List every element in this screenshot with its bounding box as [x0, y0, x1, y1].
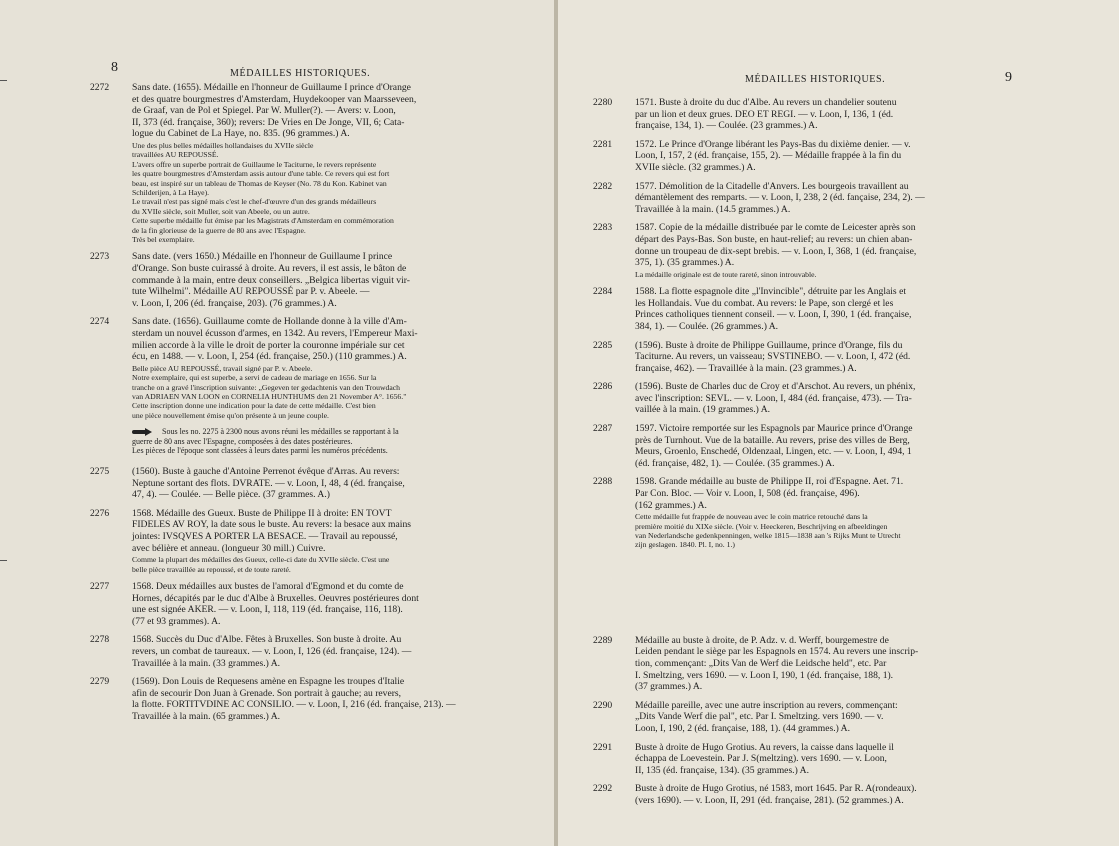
entry-number: 2274	[90, 316, 110, 328]
entry-line: v. Loon, I, 206 (éd. française, 203). (76 grammes.) A.	[132, 297, 337, 309]
entry-line: donne un troupeau de dix-sept brebis. — v. Loon, I, 368, 1 (éd. française,	[635, 245, 917, 257]
footnote-line: guerre de 80 ans avec l'Espagne, composées à des dates postérieures.	[132, 436, 353, 446]
catalogue-entry	[90, 508, 545, 574]
entry-line: sterdam un nouvel écusson d'armes, en 1342. Au revers, l'Empereur Maxi-	[132, 328, 418, 339]
entries-list	[593, 97, 1053, 814]
note-line: beau, est inspiré sur un tableau de Thomas de Keyser (No. 78 du Kon. Kabinet van	[132, 178, 387, 188]
entry-note	[132, 364, 545, 420]
catalogue-entry	[593, 476, 1053, 549]
note-line: tranche on a gravé l'inscription suivante: „Gegeven ter gedachtenis van den Trouwdach	[132, 382, 401, 392]
note-line: Très bel exemplaire.	[132, 235, 195, 245]
entry-line: Travaillée à la main. (65 grammes.) A.	[132, 710, 281, 722]
entry-line: et des quatre bourgmestres d'Amsterdam, Huydekooper van Maarsseveen,	[132, 93, 417, 105]
margin-tick	[0, 80, 7, 81]
catalogue-entry	[593, 139, 1053, 174]
entry-line: par un lion et deux grues. DEO ET REGI. — v. Loon, I, 136, 1 (éd.	[635, 108, 894, 120]
entry-line: Loon, I, 190, 2 (éd. française, 188, 1). (44 grammes.) A.	[635, 723, 851, 734]
catalogue-entry	[593, 783, 1053, 806]
note-line: Schilderijen, à La Haye).	[132, 188, 210, 197]
entry-number: 2289	[593, 634, 613, 646]
catalogue-entry	[593, 635, 1053, 693]
entry-line: FIDELES AV ROY, la date sous le buste. Au revers: la besace aux mains	[132, 519, 411, 531]
entry-line: Hornes, décapités par le duc d'Albe à Bruxelles. Oeuvres postérieures dont	[132, 592, 419, 604]
entry-line: 47, 4). — Coulée. — Belle pièce. (37 grammes. A.)	[132, 489, 330, 501]
note-line: belle pièce travaillée au repoussé, et de toute rareté.	[132, 564, 291, 574]
entry-number: 2280	[593, 97, 613, 108]
footnote-line: Sous les no. 2275 à 2300 nous avons réuni les médailles se rapportant à la	[132, 427, 545, 437]
entry-line: (37 grammes.) A.	[635, 681, 703, 693]
note-line: du XVIIe siècle, soit Muller, soit van Abeele, ou un autre.	[132, 206, 310, 216]
entry-line: Meurs, Groenlo, Enschedé, Oldenzaal, Lingen, etc. — v. Loon, I, 494, 1	[635, 446, 912, 458]
entry-line: vaillée à la main. (19 grammes.) A.	[635, 404, 771, 416]
entry-line: Médaille pareille, avec une autre inscription au revers, commençant:	[635, 699, 898, 711]
entry-line: Loon, I, 157, 2 (éd. française, 155, 2). — Médaille frappée à la fin du	[635, 150, 902, 162]
entry-line: 1577. Démolition de la Citadelle d'Anvers. Les bourgeois travaillent au	[635, 180, 909, 192]
entry-line: Neptune sortant des flots. DVRATE. — v. Loon, I, 48, 4 (éd. française,	[132, 477, 405, 489]
entry-note	[132, 555, 545, 574]
page-number: 9	[1005, 70, 1012, 85]
running-header: MÉDAILLES HISTORIQUES.	[745, 74, 886, 85]
catalogue-entry	[593, 381, 1053, 416]
entries-list	[90, 82, 545, 730]
entry-line: française, 462). — Travaillée à la main. (23 grammes.) A.	[635, 362, 857, 374]
catalogue-entry	[593, 222, 1053, 279]
entry-line: (1569). Don Louis de Requesens amène en Espagne les troupes d'Italie	[132, 676, 405, 688]
entry-number: 2272	[90, 82, 110, 93]
entry-line: les Hollandais. Vue du combat. Au revers: le Pape, son clergé et les	[635, 297, 894, 309]
entry-line: commande à la main, entre deux conseillers. „Belgica libertas viguit vir-	[132, 274, 410, 286]
entry-number: 2281	[593, 138, 613, 150]
note-line: première moitié du XIXe siècle. (Voir v. Heeckeren, Beschrijving en afbeeldingen	[635, 521, 888, 531]
note-line: La médaille originale est de toute rareté, sinon introuvable.	[635, 269, 817, 279]
entry-line: écu, en 1488. — v. Loon, I, 254 (éd. française, 250.) (110 grammes.) A.	[132, 351, 407, 363]
entry-line: Sans date. (1655). Médaille en l'honneur de Guillaume I prince d'Orange	[132, 82, 411, 93]
entry-line: 1568. Médaille des Gueux. Buste de Philippe II à droite: EN TOVT	[132, 507, 392, 519]
entry-line: 1588. La flotte espagnole dite „l'Invincible", détruite par les Anglais et	[635, 286, 906, 298]
catalogue-entry	[90, 634, 545, 669]
entry-line: la flotte. FORTITVDINE AC CONSILIO. — v. Loon, I, 216 (éd. française, 213). —	[132, 699, 456, 711]
entry-line: d'Orange. Son buste cuirassé à droite. Au revers, il est assis, le bâton de	[132, 263, 407, 275]
entry-number: 2284	[593, 286, 613, 298]
entry-line: afin de secourir Don Juan à Grenade. Son portrait à gauche; au revers,	[132, 687, 402, 699]
note-line: Comme la plupart des médailles des Gueux, celle-ci date du XVIIe siècle. C'est une	[132, 555, 390, 565]
note-line: une pièce nouvellement émise qu'on présente à un jeune couple.	[132, 410, 329, 420]
entry-line: Sans date. (vers 1650.) Médaille en l'honneur de Guillaume I prince	[132, 251, 393, 263]
entry-line: jointes: IVSQVES A PORTER LA BESACE. — Travail au repoussé,	[132, 530, 398, 542]
entry-number: 2285	[593, 339, 613, 351]
note-line: van Nederlandsche gedenkpenningen, welke 1815—1838 aan 's Rijks Munt te Utrecht	[635, 531, 901, 541]
catalogue-entry	[593, 742, 1053, 777]
entry-line: 1597. Victoire remportée sur les Espagnols par Maurice prince d'Orange	[635, 423, 913, 435]
entry-note	[132, 141, 545, 244]
entry-note	[635, 270, 1053, 279]
entry-line: Buste à droite de Hugo Grotius, né 1583, mort 1645. Par R. A(rondeaux).	[635, 783, 917, 795]
entry-line: (1560). Buste à gauche d'Antoine Perrenot évêque d'Arras. Au revers:	[132, 466, 400, 477]
left-page	[0, 0, 554, 846]
entry-number: 2291	[593, 741, 613, 753]
note-line: Une des plus belles médailles hollandaises du XVIIe siècle	[132, 140, 314, 150]
entry-number: 2286	[593, 381, 613, 393]
entry-line: logue du Cabinet de La Haye, no. 835. (96 grammes.) A.	[132, 128, 350, 140]
entry-line: démantèlement des remparts. — v. Loon, I, 238, 2 (éd. fançaise, 234, 2). —	[635, 192, 925, 204]
entry-number: 2290	[593, 699, 613, 711]
note-line: zijn geslagen. 1840. Pl. I, no. 1.)	[635, 540, 735, 550]
entry-number: 2275	[90, 466, 110, 477]
note-line: L'avers offre un superbe portrait de Guillaume le Taciturne, le revers représente	[132, 159, 377, 169]
entry-line: près de Turnhout. Vue de la bataille. Au revers, prise des villes de Berg,	[635, 434, 910, 446]
entry-line: 1587. Copie de la médaille distribuée par le comte de Leicester après son	[635, 222, 916, 234]
entry-number: 2276	[90, 507, 110, 519]
catalogue-entry	[593, 286, 1053, 332]
entry-line: 1568. Succès du Duc d'Albe. Fêtes à Bruxelles. Son buste à droite. Au	[132, 634, 402, 646]
entry-line: avec bélière et anneau. (longueur 30 mill.) Cuivre.	[132, 542, 326, 554]
catalogue-entry	[90, 251, 545, 309]
catalogue-entry	[90, 316, 545, 420]
entry-line: II, 135 (éd. française, 134). (35 grammes.) A.	[635, 764, 809, 776]
entry-line: Travaillée à la main. (33 grammes.) A.	[132, 657, 281, 669]
entry-line: Médaille au buste à droite, de P. Adz. v. d. Werff, bourgemestre de	[635, 634, 889, 646]
note-line: de la fin glorieuse de la guerre de 80 ans avec l'Espagne.	[132, 225, 306, 235]
catalogue-entry	[593, 423, 1053, 469]
note-line: les quatre bourgmestres d'Amsterdam assis autour d'une table. Ce revers qui est fort	[132, 169, 390, 179]
entry-line: tion, commençant: „Dits Van de Werf die Leidsche held", etc. Par	[635, 658, 887, 670]
entry-line: Buste à droite de Hugo Grotius. Au revers, la caisse dans laquelle il	[635, 741, 894, 753]
entry-number: 2282	[593, 180, 613, 192]
entry-line: Sans date. (1656). Guillaume comte de Hollande donne à la ville d'Am-	[132, 316, 407, 328]
entry-line: Princes catholiques tiennent conseil. — v. Loon, I, 390, 1 (éd. française,	[635, 309, 912, 321]
entry-line: XVIIe siècle. (32 grammes.) A.	[635, 161, 756, 173]
catalogue-entry	[90, 581, 545, 627]
note-line: van ADRIAEN VAN LOON en CORNELIA HUNTHUMS den 21 November A°. 1656."	[132, 392, 407, 401]
entry-line: 1571. Buste à droite du duc d'Albe. Au revers un chandelier soutenu	[635, 97, 897, 108]
catalogue-entry	[593, 700, 1053, 735]
page-number: 8	[111, 60, 118, 75]
entry-number: 2288	[593, 476, 613, 488]
entry-number: 2279	[90, 676, 110, 688]
entry-line: tute Wilhelmi". Médaille AU REPOUSSÉ par P. v. Abeele. —	[132, 286, 370, 298]
entry-number: 2277	[90, 580, 110, 592]
catalogue-entry	[90, 82, 545, 244]
note-line: Cette inscription donne une indication pour la date de cette médaille. C'est bien	[132, 401, 376, 411]
entry-line: revers, un combat de taureaux. — v. Loon, I, 126 (éd. française, 124). —	[132, 645, 412, 657]
entry-line: échappa de Loevestein. Par J. S(meltzing). vers 1690. — v. Loon,	[635, 753, 887, 765]
catalogue-entry	[593, 340, 1053, 375]
blank-space	[593, 557, 1053, 635]
entry-line: 1598. Grande médaille au buste de Philippe II, roi d'Espagne. Aet. 71.	[635, 476, 904, 488]
entry-note	[635, 512, 1053, 550]
entry-number: 2273	[90, 251, 110, 263]
entry-line: 1572. Le Prince d'Orange libérant les Pays-Bas du dixième denier. — v.	[635, 138, 911, 150]
right-page	[558, 0, 1119, 846]
entry-line: milien accorde à la ville le droit de porter la couronne impériale sur cet	[132, 339, 405, 351]
entry-line: II, 373 (éd. française, 360); revers: De Vries en De Jonge, VII, 6; Cata-	[132, 116, 405, 128]
catalogue-entry	[90, 466, 545, 501]
note-line: Cette superbe médaille fut émise par les Magistrats d'Amsterdam en commémoration	[132, 216, 394, 226]
entry-line: (77 et 93 grammes). A.	[132, 615, 221, 627]
catalogue-entry	[593, 181, 1053, 216]
pointing-hand-icon	[132, 428, 154, 436]
entry-line: Travaillée à la main. (14.5 grammes.) A.	[635, 203, 791, 215]
entry-line: (éd. française, 482, 1). — Coulée. (35 grammes.) A.	[635, 457, 835, 469]
footnote-line: Les pièces de l'époque sont classées à leurs dates parmi les numéros précédents.	[132, 446, 388, 456]
note-line: Le travail n'est pas signé mais c'est le chef-d'œuvre d'un des grands médailleurs	[132, 197, 377, 207]
running-header: MÉDAILLES HISTORIQUES.	[230, 68, 371, 79]
entry-number: 2278	[90, 634, 110, 646]
footnote	[90, 427, 545, 456]
entry-line: (1596). Buste à droite de Philippe Guillaume, prince d'Orange, fils du	[635, 339, 903, 351]
note-line: Notre exemplaire, qui est superbe, a servi de cadeau de mariage en 1656. Sur la	[132, 373, 377, 383]
entry-line: une est signée AKER. — v. Loon, I, 118, 119 (éd. française, 116, 118).	[132, 604, 403, 616]
entry-line: 384, 1). — Coulée. (26 grammes.) A.	[635, 320, 779, 332]
entry-line: Taciturne. Au revers, un vaisseau; SVSTINEBO. — v. Loon, I, 472 (éd.	[635, 351, 911, 363]
entry-line: (162 grammes.) A.	[635, 499, 707, 511]
entry-number: 2283	[593, 222, 613, 234]
note-line: Belle pièce AU REPOUSSÉ, travail signé par P. v. Abeele.	[132, 363, 313, 373]
entry-line: 375, 1). (35 grammes.) A.	[635, 257, 735, 269]
entry-line: française, 134, 1). — Coulée. (23 grammes.) A.	[635, 120, 818, 132]
entry-line: „Dits Vande Werf die pal", etc. Par I. Smeltzing. vers 1690. — v.	[635, 711, 884, 723]
entry-line: (vers 1690). — v. Loon, II, 291 (éd. française, 281). (52 grammes.) A.	[635, 794, 904, 806]
catalogue-entry	[593, 97, 1053, 132]
entry-line: départ des Pays-Bas. Son buste, en haut-relief; au revers: un chien aban-	[635, 233, 913, 245]
note-line: travaillées AU REPOUSSÉ.	[132, 150, 219, 160]
entry-line: Par Con. Bloc. — Voir v. Loon, I, 508 (éd. française, 496).	[635, 488, 860, 500]
entry-line: I. Smeltzing, vers 1690. — v. Loon I, 190, 1 (éd. française, 188, 1).	[635, 669, 894, 681]
note-line: Cette médaille fut frappée de nouveau avec le coin matrice retouché dans la	[635, 512, 868, 522]
entry-line: 1568. Deux médailles aux bustes de l'amoral d'Egmond et du comte de	[132, 580, 404, 592]
entry-number: 2287	[593, 423, 613, 435]
entry-number: 2292	[593, 783, 613, 795]
entry-line: (1596). Buste de Charles duc de Croy et d'Arschot. Au revers, un phénix,	[635, 381, 916, 393]
entry-line: de Graaf, van de Pol et Spiegel. Par W. Muller(?). — Avers: v. Loon,	[132, 105, 396, 117]
margin-tick	[0, 560, 7, 561]
catalogue-entry	[90, 676, 545, 722]
entry-line: avec l'inscription: SEVL. — v. Loon, I, 484 (éd. française, 473). — Tra-	[635, 392, 912, 404]
entry-line: Leiden pendant le siège par les Espagnols en 1574. Au revers une inscrip-	[635, 646, 919, 658]
